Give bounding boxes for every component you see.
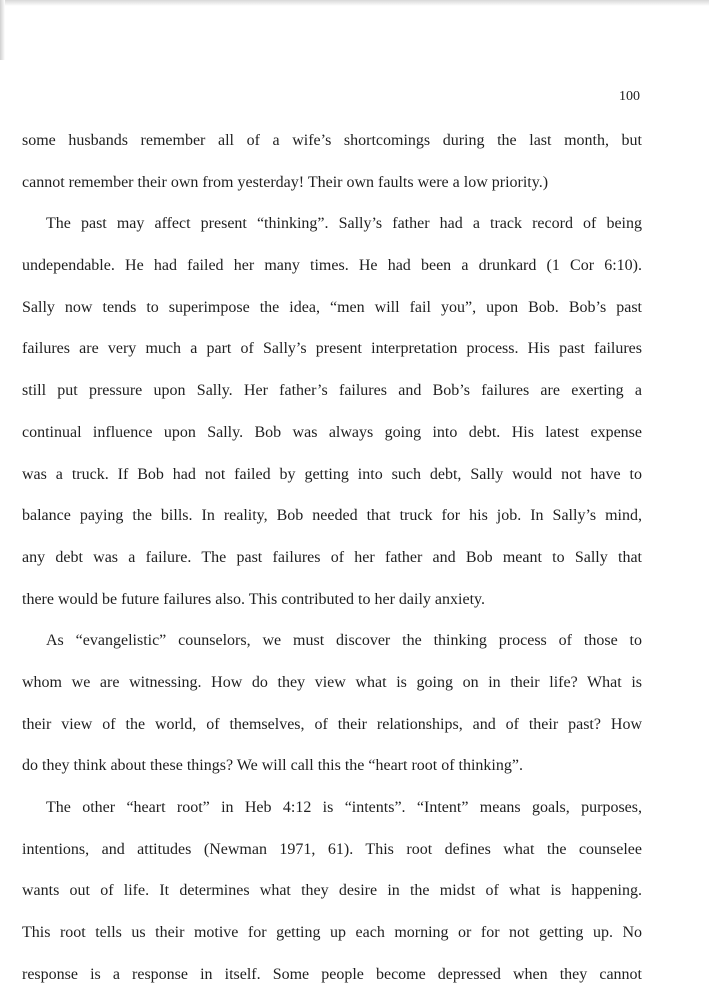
text-line: whom we are witnessing. How do they view what is going on in their life? What is: [22, 673, 642, 691]
text-line: still put pressure upon Sally. Her father’s failures and Bob’s failures are exerting a: [22, 382, 642, 400]
text-line: This root tells us their motive for getting up each morning or for not getting up. No: [22, 924, 642, 942]
text-line: response is a response in itself. Some people become depressed when they cannot: [22, 965, 642, 983]
scan-edge-shadow: [0, 0, 709, 6]
text-line: As “evangelistic” counselors, we must discover the thinking process of those to: [46, 632, 642, 650]
text-line: any debt was a failure. The past failures of her father and Bob meant to Sally that: [22, 548, 642, 566]
text-line: their view of the world, of themselves, of their relationships, and of their past? How: [22, 715, 642, 733]
text-line: cannot remember their own from yesterday! Their own faults were a low priority.): [22, 173, 549, 191]
text-line: undependable. He had failed her many times. He had been a drunkard (1 Cor 6:10).: [22, 257, 642, 275]
text-line: balance paying the bills. In reality, Bob needed that truck for his job. In Sally’s mind,: [22, 507, 642, 525]
scan-corner-shadow: [0, 0, 5, 60]
page-number: 100: [619, 89, 640, 104]
text-line: failures are very much a part of Sally’s present interpretation process. His past failures: [22, 340, 642, 358]
text-line: intentions, and attitudes (Newman 1971, 61). This root defines what the counselee: [22, 840, 642, 858]
text-line: The other “heart root” in Heb 4:12 is “intents”. “Intent” means goals, purposes,: [46, 799, 642, 816]
text-line: was a truck. If Bob had not failed by getting into such debt, Sally would not have to: [22, 465, 642, 483]
body-text: [22, 124, 642, 999]
text-line: do they think about these things? We will call this the “heart root of thinking”.: [22, 757, 523, 775]
text-line: continual influence upon Sally. Bob was always going into debt. His latest expense: [22, 423, 642, 441]
text-line: some husbands remember all of a wife’s shortcomings during the last month, but: [22, 132, 642, 149]
text-line: Sally now tends to superimpose the idea, “men will fail you”, upon Bob. Bob’s past: [22, 298, 642, 316]
text-line: wants out of life. It determines what they desire in the midst of what is happening.: [22, 882, 642, 900]
text-line: The past may affect present “thinking”. Sally’s father had a track record of being: [46, 215, 642, 233]
text-line: there would be future failures also. This contributed to her daily anxiety.: [22, 590, 485, 608]
